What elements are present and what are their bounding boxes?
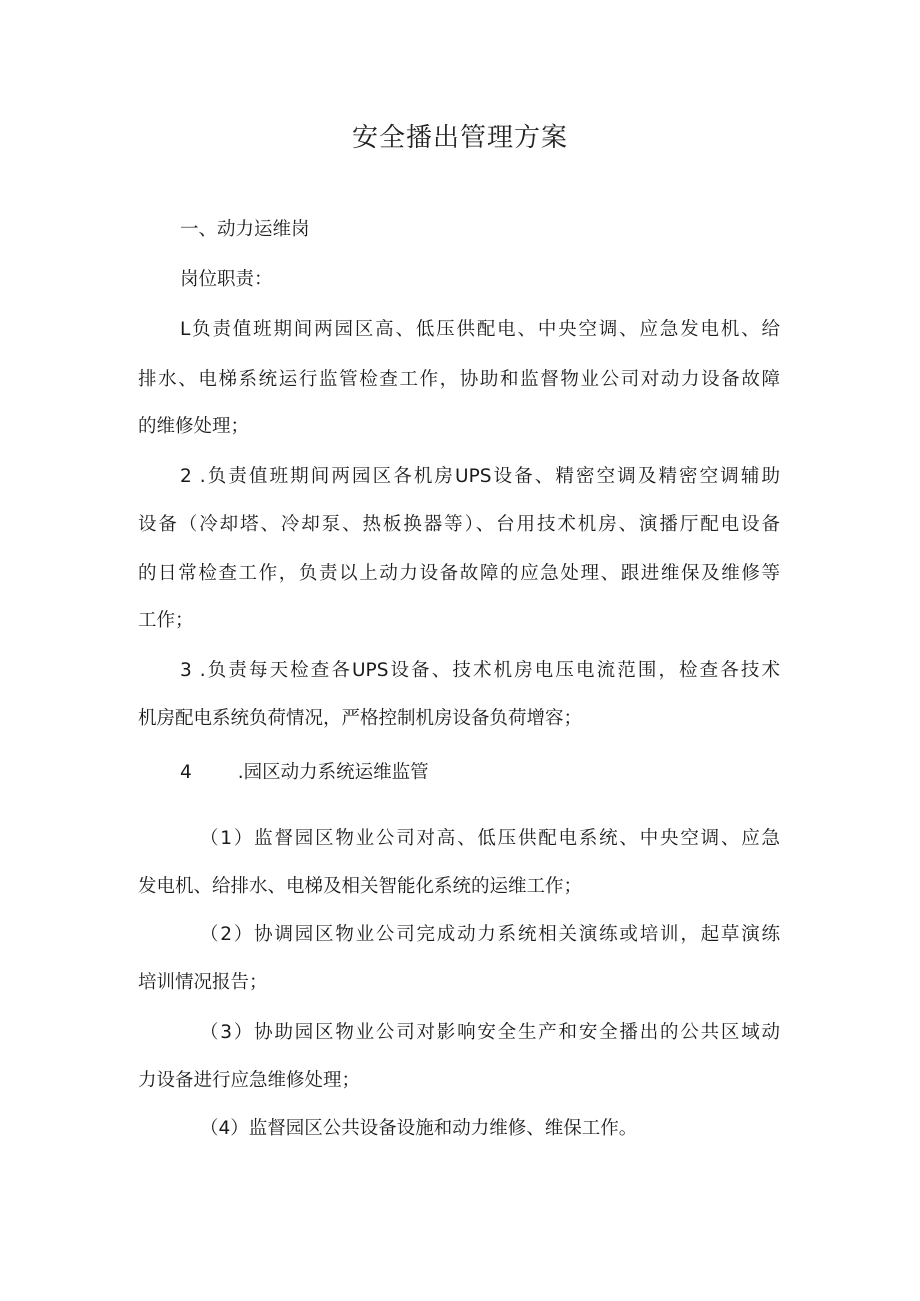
item-number: 4 bbox=[180, 762, 192, 783]
paragraph-line: 培训情况报告； bbox=[138, 972, 268, 993]
paragraph-line: 机房配电系统负荷情况，严格控制机房设备负荷增容； bbox=[138, 708, 583, 729]
paragraph-line: 设备（冷却塔、冷却泵、热板换器等）、台用技术机房、演播厅配电设备 bbox=[138, 514, 780, 535]
paragraph-line: 排水、电梯系统运行监管检查工作，协助和监督物业公司对动力设备故障 bbox=[138, 369, 780, 390]
paragraph-line: 发电机、给排水、电梯及相关智能化系统的运维工作； bbox=[138, 876, 583, 897]
duty-item-4 bbox=[180, 760, 429, 786]
section-heading: 一、动力运维岗 bbox=[180, 219, 310, 240]
paragraph-line: 工作； bbox=[138, 610, 194, 631]
paragraph-line: （4）监督园区公共设备设施和动力维修、维保工作。 bbox=[200, 1118, 638, 1139]
paragraph-line: 2 .负责值班期间两园区各机房UPS设备、精密空调及精密空调辅助 bbox=[180, 466, 780, 487]
paragraph-line: L负责值班期间两园区高、低压供配电、中央空调、应急发电机、给 bbox=[180, 319, 780, 340]
item-text: .园区动力系统运维监管 bbox=[237, 762, 429, 783]
document-title: 安全播出管理方案 bbox=[351, 123, 568, 153]
paragraph-line: （1）监督园区物业公司对高、低压供配电系统、中央空调、应急 bbox=[200, 828, 780, 849]
paragraph-line: 3 .负责每天检查各UPS设备、技术机房电压电流范围，检查各技术 bbox=[180, 660, 780, 681]
paragraph-line: （2）协调园区物业公司完成动力系统相关演练或培训，起草演练 bbox=[200, 924, 780, 945]
paragraph-line: 的日常检查工作，负责以上动力设备故障的应急处理、跟进维保及维修等 bbox=[138, 563, 780, 584]
paragraph-line: 力设备进行应急维修处理； bbox=[138, 1070, 361, 1091]
duties-label: 岗位职责： bbox=[180, 269, 273, 290]
paragraph-line: （3）协助园区物业公司对影响安全生产和安全播出的公共区域动 bbox=[200, 1022, 780, 1043]
paragraph-line: 的维修处理； bbox=[138, 416, 250, 437]
